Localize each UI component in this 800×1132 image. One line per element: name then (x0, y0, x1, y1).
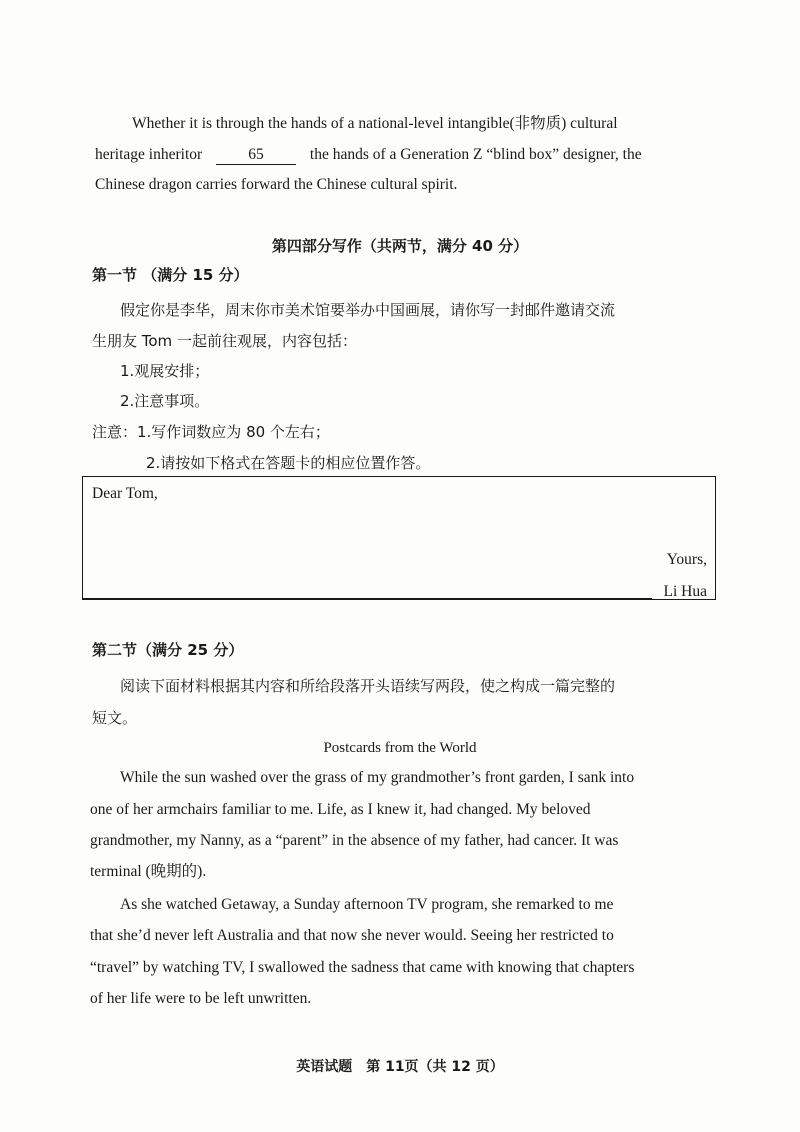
part4-title: 第四部分写作（共两节，满分 40 分） (271, 237, 529, 255)
letter-greeting: Dear Tom, (92, 485, 158, 502)
letter-closing: Yours, (666, 551, 707, 568)
story-para1-line-1: While the sun washed over the grass of my grandmother’s front garden, I sank into (120, 769, 635, 786)
section1-note-1: 注意：1.写作词数应为 80 个左右； (92, 423, 330, 441)
story-para2-line-1: As she watched Getaway, a Sunday afternoon TV program, she remarked to me (120, 896, 614, 913)
story-para2-line-3: “travel” by watching TV, I swallowed the sadness that came with knowing that chapters (90, 959, 635, 976)
passage-line-1: Whether it is through the hands of a national-level intangible(非物质) cultural (132, 115, 618, 132)
passage-line-2 (95, 145, 642, 165)
story-para1-line-3: grandmother, my Nanny, as a “parent” in the absence of my father, had cancer. It was (90, 832, 619, 849)
story-para2-line-2: that she’d never left Australia and that now she never would. Seeing her restricted to (90, 927, 614, 944)
story-para1-line-2: one of her armchairs familiar to me. Life, as I knew it, had changed. My beloved (90, 801, 591, 818)
story-para2-line-4: of her life were to be left unwritten. (90, 990, 312, 1007)
passage-line-2-pre: heritage inheritor (95, 146, 203, 163)
story-title: Postcards from the World (323, 740, 477, 756)
letter-signature: Li Hua (663, 583, 707, 600)
section1-prompt-line-1: 假定你是李华，周末你市美术馆要举办中国画展，请你写一封邮件邀请交流 (120, 301, 616, 319)
section1-heading: 第一节 （满分 15 分） (92, 266, 249, 284)
story-para1-line-4: terminal (晚期的). (90, 863, 207, 880)
section1-note-2: 2.请按如下格式在答题卡的相应位置作答。 (146, 454, 431, 472)
page-footer: 英语试题 第 11页（共 12 页） (296, 1059, 504, 1075)
section2-prompt-line-2: 短文。 (92, 709, 138, 727)
blank-65: 65 (216, 146, 296, 165)
letter-bottom-rule (82, 598, 652, 599)
section1-prompt-line-2: 生朋友 Tom 一起前往观展，内容包括： (92, 332, 357, 350)
passage-line-2-post: the hands of a Generation Z “blind box” designer, the (309, 146, 642, 163)
section2-heading: 第二节（满分 25 分） (92, 641, 244, 659)
section2-prompt-line-1: 阅读下面材料根据其内容和所给段落开头语续写两段，使之构成一篇完整的 (120, 677, 616, 695)
section1-item-2: 2.注意事项。 (120, 392, 210, 410)
section1-item-1: 1.观展安排； (120, 362, 210, 380)
passage-line-3: Chinese dragon carries forward the Chinese cultural spirit. (95, 176, 458, 193)
letter-format-box (82, 476, 716, 600)
